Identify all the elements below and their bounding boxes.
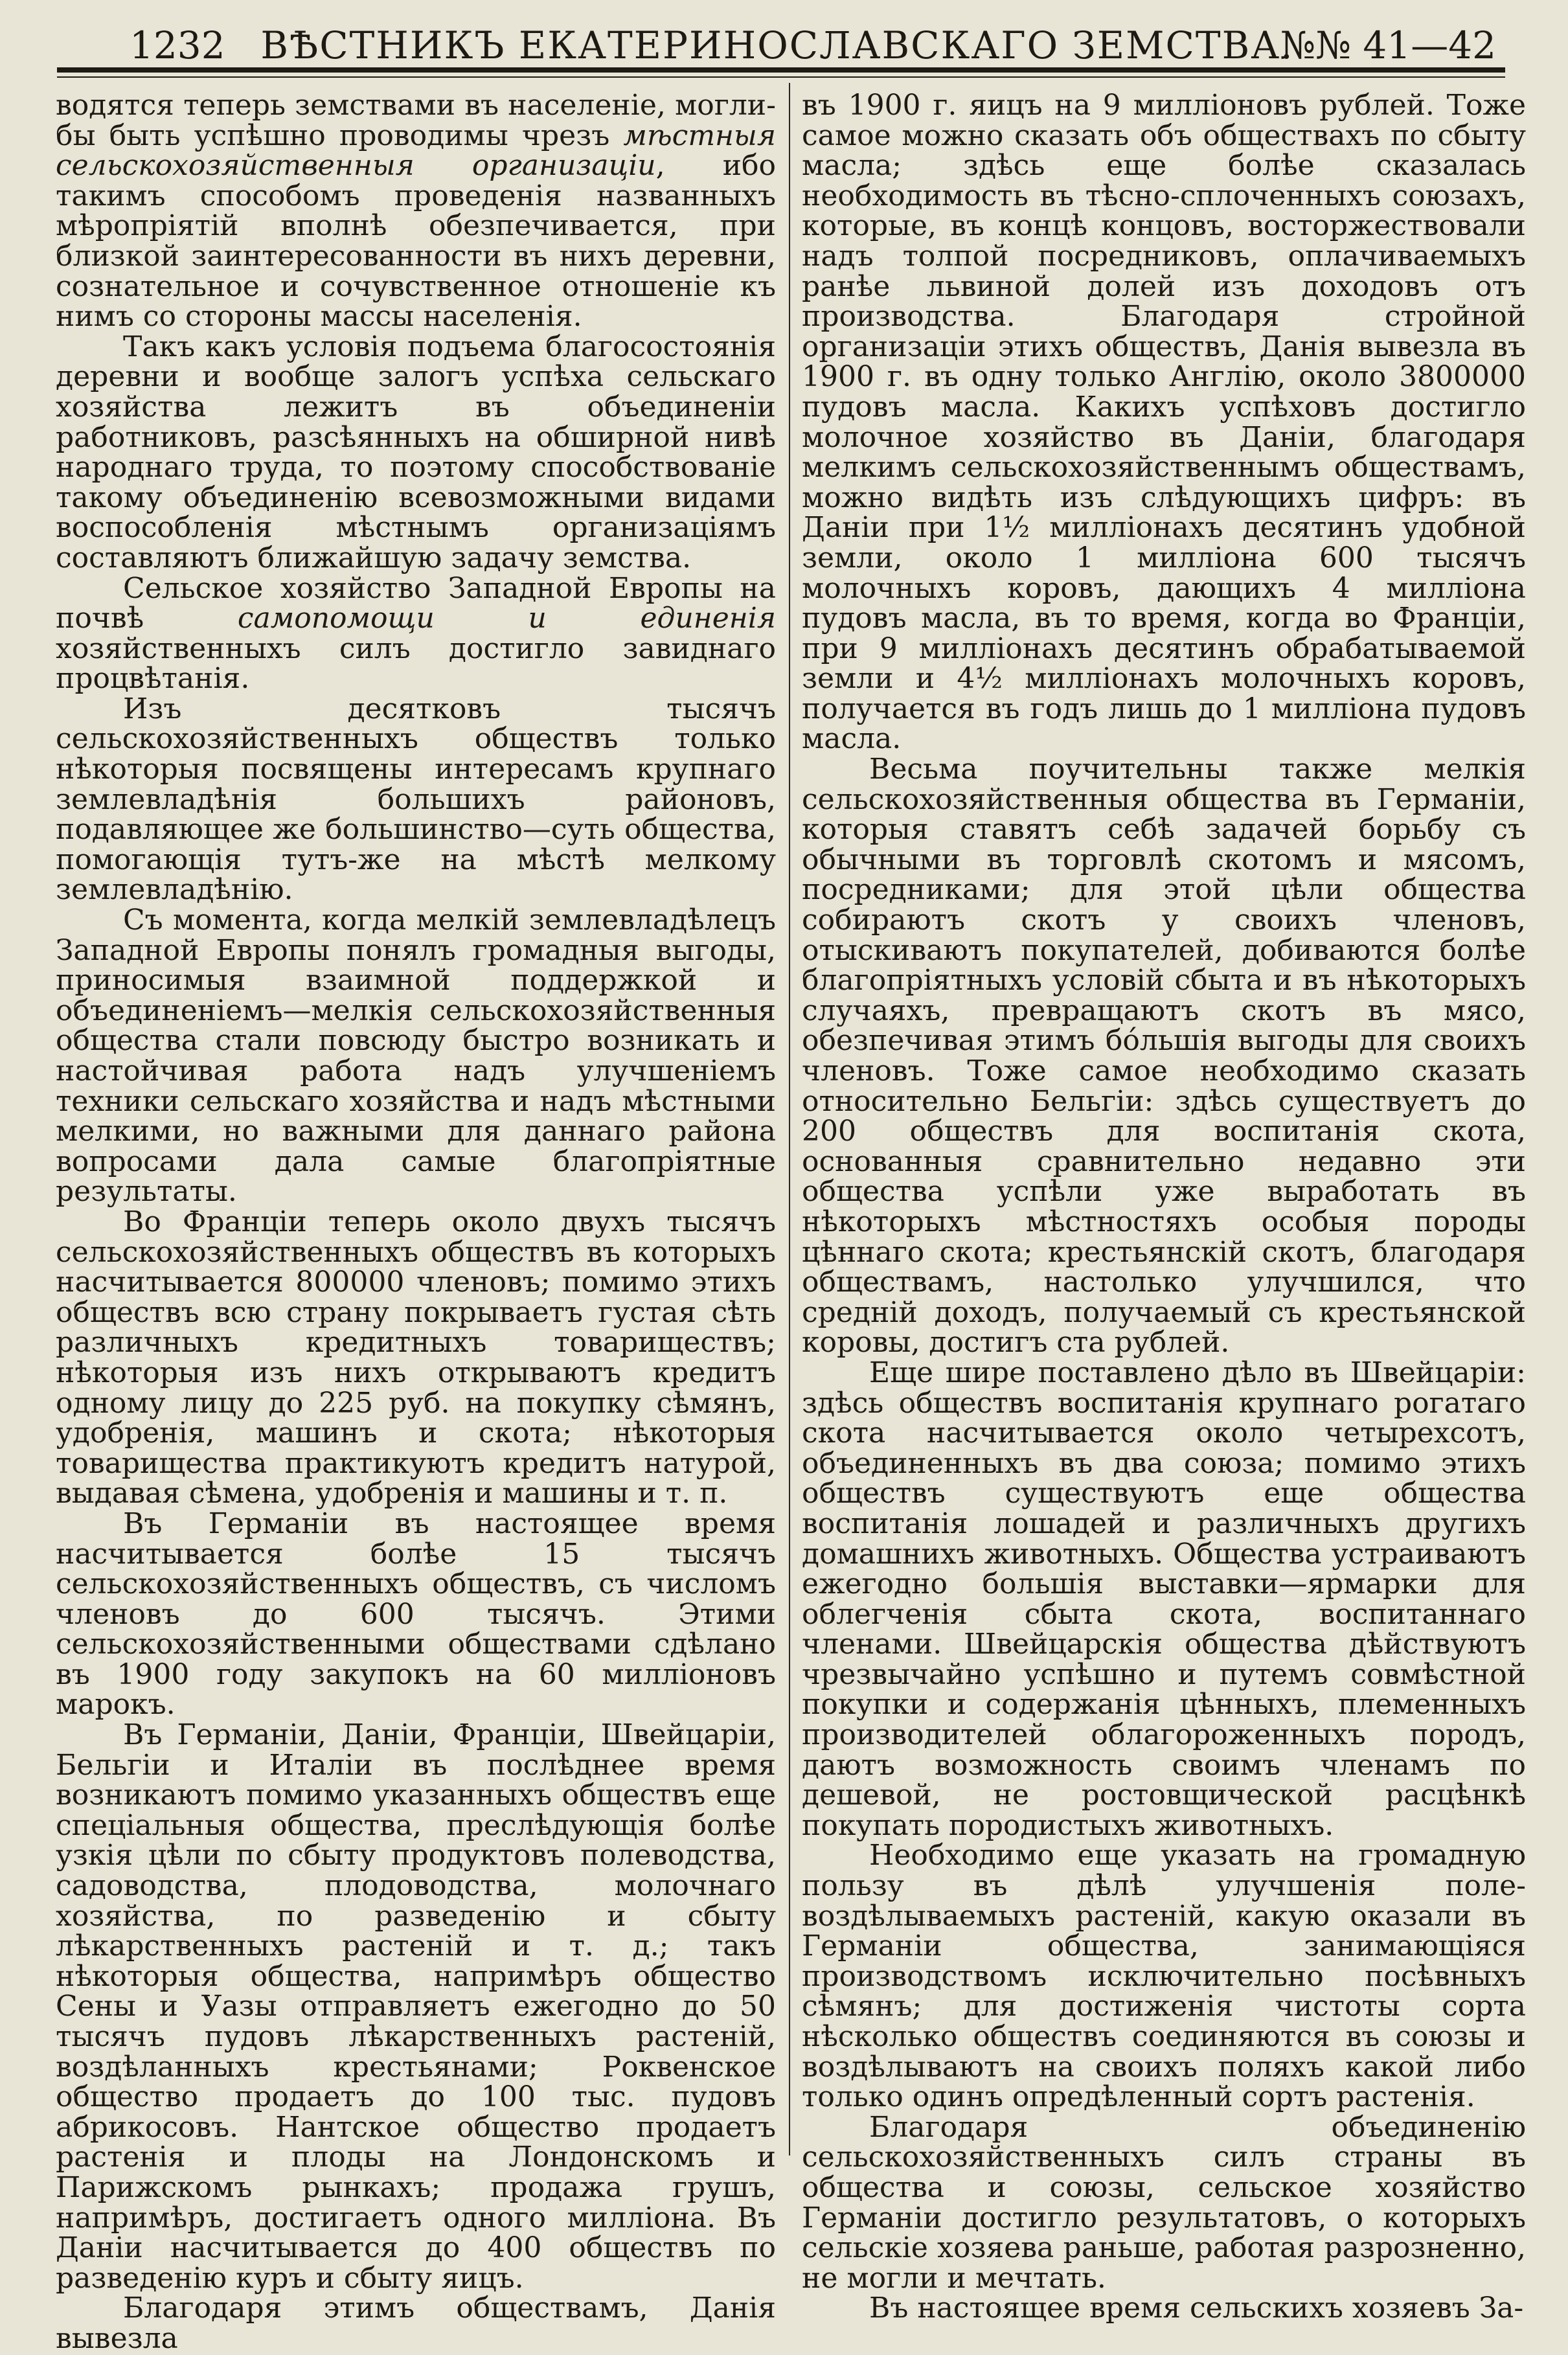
paragraph: водятся теперь земствами въ населеніе, могли-бы быть успѣшно проводимы чрезъ мѣстныя сельскохозяйственныя организаціи, ибо такимъ способомъ проведенія названныхъ мѣропріятій вполнѣ обезпечивается, при близкой заинтересованности въ нихъ деревни, сознательное и сочувственное отношеніе къ нимъ со стороны массы населенія. [56,89,776,334]
paragraph: Во Франціи теперь около двухъ тысячъ сельскохозяйственныхъ обществъ въ которыхъ насчитывается 800000 членовъ; помимо этихъ обществъ всю страну покрываетъ густая сѣть различныхъ кредитныхъ товариществъ; нѣкоторыя изъ нихъ открываютъ кредитъ одному лицу до 225 руб. на покупку сѣмянъ, удобренія, машинъ и скота; нѣкоторыя товарищества практикуютъ кредитъ натурой, выдавая сѣмена, удобренія и машины и т. п. [56,1205,776,1510]
paragraph: Такъ какъ условія подъема благосостоянія деревни и вообще залогъ успѣха сельскаго хозяйства лежитъ въ объединеніи работниковъ, разсѣянныхъ на обширной нивѣ народнаго труда, то поэтому способствованіе такому объединенію всевозможными видами воспособленія мѣстнымъ организаціямъ составляютъ ближайшую задачу земства. [56,330,776,575]
paragraph: Въ Германіи въ настоящее время насчитывается болѣе 15 тысячъ сельскохозяйственныхъ обществъ, съ числомъ членовъ до 600 тысячъ. Этими сельскохозяйственными обществами сдѣлано въ 1900 году закупокъ на 60 милліоновъ марокъ. [56,1507,776,1722]
header-rule-thick [57,67,1505,73]
paragraph: Съ момента, когда мелкій землевладѣлецъ Западной Европы понялъ громадныя выгоды, приносимыя взаимной поддержкой и объединеніемъ—мелкія сельскохозяйственныя общества стали повсюду быстро возникать и настойчивая работа надъ улучшеніемъ техники сельскаго хозяйства и надъ мѣстными мелкими, но важными для даннаго района вопросами дала самые благопріятные результаты. [56,904,776,1209]
left-column [56,91,776,2354]
issue-number: №№ 41—42 [1280,23,1496,67]
paragraph: Необходимо еще указать на громадную пользу въ дѣлѣ улучшенія поле-воздѣлываемыхъ растеній, какую оказали въ Германіи общества, занимающіяся производствомъ исключительно посѣвныхъ сѣмянъ; для достиженія чистоты сорта нѣсколько обществъ соединяются въ союзы и воздѣлываютъ на своихъ поляхъ какой либо только одинъ опредѣленный сортъ растенія. [802,1839,1526,2114]
paragraph: въ 1900 г. яицъ на 9 милліоновъ рублей. Тоже самое можно сказать объ обществахъ по сбыту масла; здѣсь еще болѣе сказалась необходимость въ тѣсно-сплоченныхъ союзахъ, которые, въ концѣ концовъ, восторжествовали надъ толпой посредниковъ, оплачиваемыхъ ранѣе львиной долей изъ доходовъ отъ производства. Благодаря стройной организаціи этихъ обществъ, Данія вывезла въ 1900 г. въ одну только Англію, около 3800000 пудовъ масла. Какихъ успѣховъ достигло молочное хозяйство въ Даніи, благодаря мелкимъ сельскохозяйственнымъ обществамъ, можно видѣть изъ слѣдующихъ цифръ: въ Даніи при 1½ милліонахъ десятинъ удобной земли, около 1 милліона 600 тысячъ молочныхъ коровъ, дающихъ 4 милліона пудовъ масла, въ то время, когда во Франціи, при 9 милліонахъ десятинъ обрабатываемой земли и 4½ милліонахъ молочныхъ коровъ, получается въ годъ лишь до 1 милліона пудовъ масла. [802,89,1526,756]
page-header [58,14,1496,73]
paragraph: Еще шире поставлено дѣло въ Швейцаріи: здѣсь обществъ воспитанія крупнаго рогатаго скота насчитывается около четырехсотъ, объединенныхъ въ два союза; помимо этихъ обществъ существуютъ еще общества воспитанія лошадей и различныхъ другихъ домашнихъ животныхъ. Общества устраиваютъ ежегодно большія выставки—ярмарки для облегченія сбыта скота, воспитаннаго членами. Швейцарскія общества дѣйствуютъ чрезвычайно успѣшно и путемъ совмѣстной покупки и содержанія цѣнныхъ, племенныхъ производителей облагороженныхъ породъ, даютъ возможность своимъ членамъ по дешевой, не ростовщической расцѣнкѣ покупать породистыхъ животныхъ. [802,1356,1526,1842]
column-divider [789,83,790,2156]
page-number: 1232 [130,23,225,67]
paragraph: Весьма поучительны также мелкія сельскохозяйственныя общества въ Германіи, которыя ставятъ себѣ задачей борьбу съ обычными въ торговлѣ скотомъ и мясомъ, посредниками; для этой цѣли общества собираютъ скотъ у своихъ членовъ, отыскиваютъ покупателей, добиваются болѣе благопріятныхъ условій сбыта и въ нѣкоторыхъ случаяхъ, превращаютъ скотъ въ мясо, обезпечивая этимъ бóльшія выгоды для своихъ членовъ. Тоже самое необходимо сказать относительно Бельгіи: здѣсь существуетъ до 200 обществъ для воспитанія скота, основанныя сравнительно недавно эти общества успѣли уже выработать въ нѣкоторыхъ мѣстностяхъ особыя породы цѣннаго скота; крестьянскій скотъ, благодаря обществамъ, настолько улучшился, что средній доходъ, получаемый съ крестьянской коровы, достигъ ста рублей. [802,753,1526,1360]
paragraph: Сельское хозяйство Западной Европы на почвѣ самопомощи и единенія хозяйственныхъ силъ достигло завиднаго процвѣтанія. [56,571,776,696]
header-rule-thin [57,76,1505,78]
paragraph: Благодаря этимъ обществамъ, Данія вывезла [56,2292,776,2355]
paragraph: Благодаря объединенію сельскохозяйственныхъ силъ страны въ общества и союзы, сельское хозяйство Германіи достигло результатовъ, о которыхъ сельскіе хозяева раньше, работая разрозненно, не могли и мечтать. [802,2110,1526,2295]
paragraph: Изъ десятковъ тысячъ сельскохозяйственныхъ обществъ только нѣкоторыя посвящены интересамъ крупнаго землевладѣнія большихъ районовъ, подавляющее же большинство—суть общества, помогающія тутъ-же на мѣстѣ мелкому землевладѣнію. [56,692,776,907]
right-column [802,91,1526,2324]
journal-title: ВѢСТНИКЪ ЕКАТЕРИНОСЛАВСКАГО ЗЕМСТВА. [260,23,1294,67]
paragraph: Въ Германіи, Даніи, Франціи, Швейцаріи, Бельгіи и Италіи въ послѣднее время возникаютъ помимо указанныхъ обществъ еще спеціальныя общества, преслѣдующія болѣе узкія цѣли по сбыту продуктовъ полеводства, садоводства, плодоводства, молочнаго хозяйства, по разведенію и сбыту лѣкарственныхъ растеній и т. д.; такъ нѣкоторыя общества, напримѣръ общество Сены и Уазы отправляетъ ежегодно до 50 тысячъ пудовъ лѣкарственныхъ растеній, воздѣланныхъ крестьянами; Роквенское общество продаетъ до 100 тыс. пудовъ абрикосовъ. Нантское общество продаетъ растенія и плоды на Лондонскомъ и Парижскомъ рынкахъ; продажа грушъ, напримѣръ, достигаетъ одного милліона. Въ Даніи насчитывается до 400 обществъ по разведенію куръ и сбыту яицъ. [56,1718,776,2295]
paragraph: Въ настоящее время сельскихъ хозяевъ За- [869,2292,1524,2325]
